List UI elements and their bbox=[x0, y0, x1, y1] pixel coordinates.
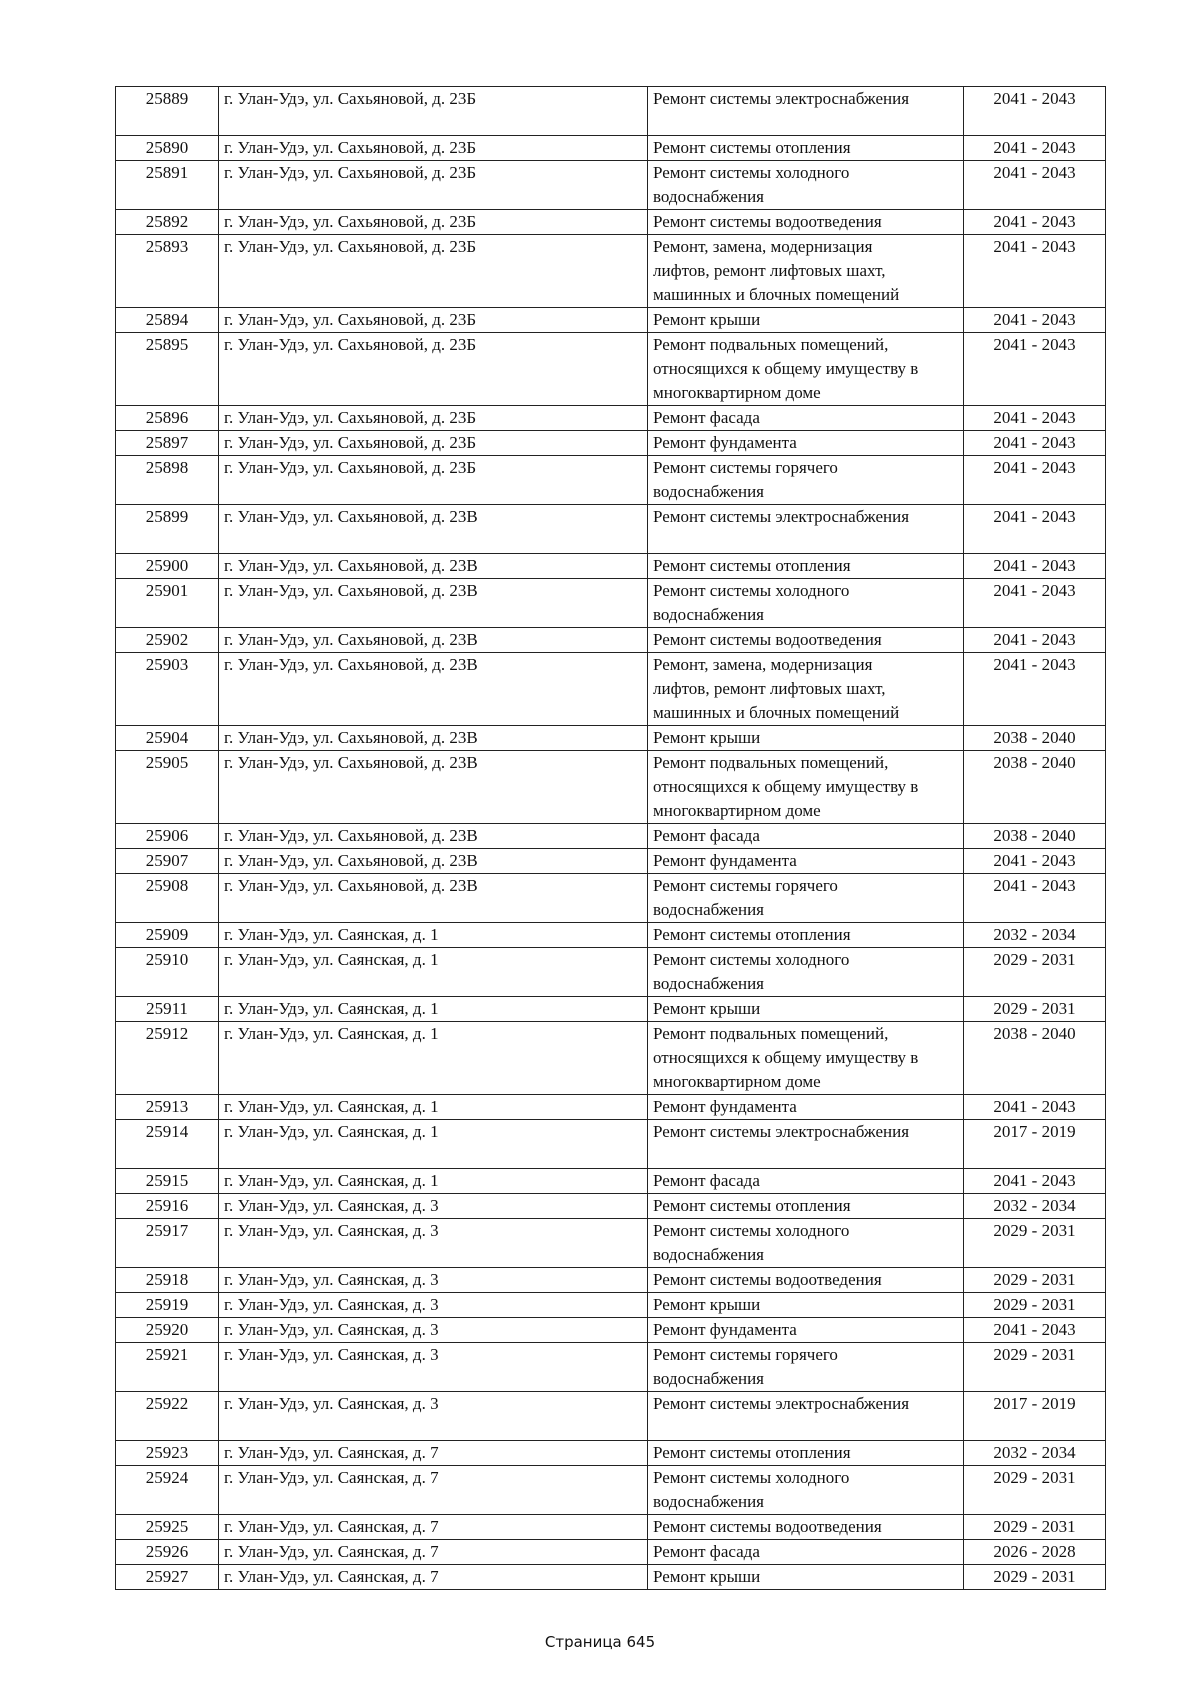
row-work-type bbox=[648, 1219, 964, 1268]
work-line: Ремонт системы отопления bbox=[653, 556, 851, 575]
work-line: многоквартирном доме bbox=[653, 1072, 821, 1091]
work-line: лифтов, ремонт лифтовых шахт, bbox=[653, 679, 886, 698]
row-address: г. Улан-Удэ, ул. Сахьяновой, д. 23В bbox=[219, 628, 648, 653]
row-period: 2026 - 2028 bbox=[964, 1540, 1106, 1565]
work-line bbox=[653, 529, 958, 553]
row-address: г. Улан-Удэ, ул. Саянская, д. 1 bbox=[219, 948, 648, 997]
work-line: машинных и блочных помещений bbox=[653, 703, 900, 722]
row-address: г. Улан-Удэ, ул. Сахьяновой, д. 23В bbox=[219, 874, 648, 923]
row-work-type bbox=[648, 1515, 964, 1540]
work-line bbox=[653, 1144, 958, 1168]
row-id: 25922 bbox=[116, 1392, 219, 1441]
row-period: 2041 - 2043 bbox=[964, 406, 1106, 431]
page-number: Страница 645 bbox=[544, 1633, 656, 1651]
row-period: 2029 - 2031 bbox=[964, 948, 1106, 997]
table-row bbox=[116, 1268, 1106, 1293]
work-line: Ремонт системы холодного bbox=[653, 1468, 850, 1487]
table-row bbox=[116, 333, 1106, 406]
table-body bbox=[116, 87, 1106, 1590]
row-address: г. Улан-Удэ, ул. Саянская, д. 3 bbox=[219, 1268, 648, 1293]
work-line: Ремонт крыши bbox=[653, 728, 761, 747]
work-line: Ремонт системы холодного bbox=[653, 163, 850, 182]
row-work-type bbox=[648, 1540, 964, 1565]
row-period: 2041 - 2043 bbox=[964, 628, 1106, 653]
work-line: Ремонт системы электроснабжения bbox=[653, 1122, 910, 1141]
row-address: г. Улан-Удэ, ул. Саянская, д. 7 bbox=[219, 1466, 648, 1515]
row-period: 2029 - 2031 bbox=[964, 1515, 1106, 1540]
work-line: Ремонт, замена, модернизация bbox=[653, 237, 873, 256]
row-period: 2041 - 2043 bbox=[964, 874, 1106, 923]
row-id: 25904 bbox=[116, 726, 219, 751]
row-address: г. Улан-Удэ, ул. Сахьяновой, д. 23Б bbox=[219, 161, 648, 210]
row-work-type bbox=[648, 210, 964, 235]
row-id: 25890 bbox=[116, 136, 219, 161]
row-work-type bbox=[648, 1120, 964, 1169]
table-row bbox=[116, 923, 1106, 948]
row-address: г. Улан-Удэ, ул. Сахьяновой, д. 23Б bbox=[219, 235, 648, 308]
work-line: водоснабжения bbox=[653, 1492, 764, 1511]
work-line: Ремонт системы водоотведения bbox=[653, 630, 882, 649]
work-line: водоснабжения bbox=[653, 974, 764, 993]
row-address: г. Улан-Удэ, ул. Сахьяновой, д. 23В bbox=[219, 726, 648, 751]
table-row bbox=[116, 726, 1106, 751]
row-address: г. Улан-Удэ, ул. Сахьяновой, д. 23Б bbox=[219, 87, 648, 136]
row-period: 2038 - 2040 bbox=[964, 751, 1106, 824]
work-line: относящихся к общему имуществу в bbox=[653, 777, 919, 796]
row-address: г. Улан-Удэ, ул. Саянская, д. 1 bbox=[219, 1120, 648, 1169]
work-line: относящихся к общему имуществу в bbox=[653, 1048, 919, 1067]
work-line: Ремонт системы электроснабжения bbox=[653, 507, 910, 526]
row-work-type bbox=[648, 628, 964, 653]
work-line: водоснабжения bbox=[653, 187, 764, 206]
row-work-type bbox=[648, 579, 964, 628]
row-period: 2038 - 2040 bbox=[964, 726, 1106, 751]
table-row bbox=[116, 1441, 1106, 1466]
work-line bbox=[653, 1416, 958, 1440]
row-address: г. Улан-Удэ, ул. Сахьяновой, д. 23В bbox=[219, 751, 648, 824]
row-id: 25907 bbox=[116, 849, 219, 874]
row-id: 25895 bbox=[116, 333, 219, 406]
row-id: 25917 bbox=[116, 1219, 219, 1268]
row-work-type bbox=[648, 653, 964, 726]
row-id: 25903 bbox=[116, 653, 219, 726]
row-period: 2038 - 2040 bbox=[964, 824, 1106, 849]
row-id: 25889 bbox=[116, 87, 219, 136]
table-row bbox=[116, 579, 1106, 628]
row-work-type bbox=[648, 456, 964, 505]
row-id: 25899 bbox=[116, 505, 219, 554]
work-line bbox=[653, 111, 958, 135]
row-address: г. Улан-Удэ, ул. Саянская, д. 3 bbox=[219, 1343, 648, 1392]
table-row bbox=[116, 308, 1106, 333]
row-address: г. Улан-Удэ, ул. Саянская, д. 7 bbox=[219, 1441, 648, 1466]
row-id: 25912 bbox=[116, 1022, 219, 1095]
table-row bbox=[116, 406, 1106, 431]
row-period: 2017 - 2019 bbox=[964, 1120, 1106, 1169]
table-row bbox=[116, 235, 1106, 308]
row-id: 25902 bbox=[116, 628, 219, 653]
row-id: 25909 bbox=[116, 923, 219, 948]
table-row bbox=[116, 1540, 1106, 1565]
row-work-type bbox=[648, 1466, 964, 1515]
work-line: водоснабжения bbox=[653, 1369, 764, 1388]
row-address: г. Улан-Удэ, ул. Саянская, д. 7 bbox=[219, 1540, 648, 1565]
work-line: Ремонт системы электроснабжения bbox=[653, 89, 910, 108]
row-address: г. Улан-Удэ, ул. Сахьяновой, д. 23Б bbox=[219, 333, 648, 406]
table-row bbox=[116, 653, 1106, 726]
row-work-type bbox=[648, 948, 964, 997]
row-period: 2041 - 2043 bbox=[964, 161, 1106, 210]
row-address: г. Улан-Удэ, ул. Саянская, д. 3 bbox=[219, 1293, 648, 1318]
table-row bbox=[116, 1022, 1106, 1095]
row-work-type bbox=[648, 431, 964, 456]
row-work-type bbox=[648, 333, 964, 406]
row-id: 25916 bbox=[116, 1194, 219, 1219]
work-line: водоснабжения bbox=[653, 900, 764, 919]
row-address: г. Улан-Удэ, ул. Сахьяновой, д. 23В bbox=[219, 653, 648, 726]
row-period: 2041 - 2043 bbox=[964, 333, 1106, 406]
work-line: Ремонт системы водоотведения bbox=[653, 212, 882, 231]
table-row bbox=[116, 161, 1106, 210]
row-period: 2041 - 2043 bbox=[964, 1169, 1106, 1194]
work-line: Ремонт фасада bbox=[653, 1542, 760, 1561]
row-period: 2041 - 2043 bbox=[964, 431, 1106, 456]
table-row bbox=[116, 1095, 1106, 1120]
repair-schedule-table bbox=[115, 86, 1106, 1590]
table-row bbox=[116, 1515, 1106, 1540]
row-period: 2041 - 2043 bbox=[964, 136, 1106, 161]
row-work-type bbox=[648, 824, 964, 849]
row-id: 25894 bbox=[116, 308, 219, 333]
work-line: Ремонт системы отопления bbox=[653, 138, 851, 157]
row-address: г. Улан-Удэ, ул. Саянская, д. 1 bbox=[219, 1169, 648, 1194]
row-work-type bbox=[648, 751, 964, 824]
work-line: лифтов, ремонт лифтовых шахт, bbox=[653, 261, 886, 280]
row-work-type bbox=[648, 554, 964, 579]
row-period: 2041 - 2043 bbox=[964, 849, 1106, 874]
table-row bbox=[116, 136, 1106, 161]
row-work-type bbox=[648, 849, 964, 874]
work-line: водоснабжения bbox=[653, 482, 764, 501]
table-row bbox=[116, 849, 1106, 874]
row-id: 25923 bbox=[116, 1441, 219, 1466]
table-row bbox=[116, 554, 1106, 579]
table-row bbox=[116, 751, 1106, 824]
row-period: 2029 - 2031 bbox=[964, 1293, 1106, 1318]
work-line: многоквартирном доме bbox=[653, 801, 821, 820]
row-period: 2041 - 2043 bbox=[964, 505, 1106, 554]
work-line: Ремонт системы холодного bbox=[653, 950, 850, 969]
work-line: Ремонт фасада bbox=[653, 408, 760, 427]
row-work-type bbox=[648, 1318, 964, 1343]
row-period: 2029 - 2031 bbox=[964, 1268, 1106, 1293]
row-address: г. Улан-Удэ, ул. Сахьяновой, д. 23Б bbox=[219, 406, 648, 431]
row-address: г. Улан-Удэ, ул. Саянская, д. 7 bbox=[219, 1515, 648, 1540]
row-work-type bbox=[648, 308, 964, 333]
work-line: Ремонт фасада bbox=[653, 826, 760, 845]
row-period: 2029 - 2031 bbox=[964, 1343, 1106, 1392]
row-id: 25892 bbox=[116, 210, 219, 235]
row-id: 25901 bbox=[116, 579, 219, 628]
row-work-type bbox=[648, 1293, 964, 1318]
row-address: г. Улан-Удэ, ул. Саянская, д. 3 bbox=[219, 1194, 648, 1219]
row-work-type bbox=[648, 406, 964, 431]
table-row bbox=[116, 997, 1106, 1022]
row-address: г. Улан-Удэ, ул. Сахьяновой, д. 23Б bbox=[219, 308, 648, 333]
row-address: г. Улан-Удэ, ул. Сахьяновой, д. 23Б bbox=[219, 136, 648, 161]
work-line: водоснабжения bbox=[653, 1245, 764, 1264]
work-line: Ремонт подвальных помещений, bbox=[653, 753, 889, 772]
table-row bbox=[116, 431, 1106, 456]
work-line: Ремонт системы отопления bbox=[653, 1443, 851, 1462]
table-row bbox=[116, 1466, 1106, 1515]
table-row bbox=[116, 1120, 1106, 1169]
table-row bbox=[116, 210, 1106, 235]
row-work-type bbox=[648, 87, 964, 136]
row-address: г. Улан-Удэ, ул. Саянская, д. 7 bbox=[219, 1565, 648, 1590]
row-period: 2017 - 2019 bbox=[964, 1392, 1106, 1441]
row-period: 2038 - 2040 bbox=[964, 1022, 1106, 1095]
row-address: г. Улан-Удэ, ул. Саянская, д. 3 bbox=[219, 1318, 648, 1343]
row-address: г. Улан-Удэ, ул. Сахьяновой, д. 23В bbox=[219, 554, 648, 579]
row-address: г. Улан-Удэ, ул. Сахьяновой, д. 23В bbox=[219, 579, 648, 628]
table-row bbox=[116, 1293, 1106, 1318]
row-id: 25906 bbox=[116, 824, 219, 849]
row-period: 2041 - 2043 bbox=[964, 1095, 1106, 1120]
row-id: 25920 bbox=[116, 1318, 219, 1343]
row-period: 2041 - 2043 bbox=[964, 1318, 1106, 1343]
row-id: 25913 bbox=[116, 1095, 219, 1120]
row-address: г. Улан-Удэ, ул. Сахьяновой, д. 23Б bbox=[219, 431, 648, 456]
row-id: 25898 bbox=[116, 456, 219, 505]
work-line: Ремонт системы отопления bbox=[653, 1196, 851, 1215]
row-work-type bbox=[648, 1441, 964, 1466]
work-line: Ремонт фундамента bbox=[653, 851, 797, 870]
work-line: Ремонт фасада bbox=[653, 1171, 760, 1190]
row-id: 25924 bbox=[116, 1466, 219, 1515]
row-address: г. Улан-Удэ, ул. Саянская, д. 3 bbox=[219, 1392, 648, 1441]
row-id: 25925 bbox=[116, 1515, 219, 1540]
work-line: Ремонт подвальных помещений, bbox=[653, 1024, 889, 1043]
row-work-type bbox=[648, 235, 964, 308]
table-row bbox=[116, 1343, 1106, 1392]
table-row bbox=[116, 87, 1106, 136]
row-work-type bbox=[648, 997, 964, 1022]
table-row bbox=[116, 1194, 1106, 1219]
row-work-type bbox=[648, 136, 964, 161]
row-id: 25919 bbox=[116, 1293, 219, 1318]
row-period: 2029 - 2031 bbox=[964, 1466, 1106, 1515]
row-id: 25914 bbox=[116, 1120, 219, 1169]
row-address: г. Улан-Удэ, ул. Саянская, д. 1 bbox=[219, 1022, 648, 1095]
table-row bbox=[116, 456, 1106, 505]
row-id: 25911 bbox=[116, 997, 219, 1022]
row-period: 2029 - 2031 bbox=[964, 1565, 1106, 1590]
row-period: 2032 - 2034 bbox=[964, 1441, 1106, 1466]
row-address: г. Улан-Удэ, ул. Сахьяновой, д. 23Б bbox=[219, 210, 648, 235]
row-period: 2032 - 2034 bbox=[964, 1194, 1106, 1219]
table-row bbox=[116, 874, 1106, 923]
row-id: 25897 bbox=[116, 431, 219, 456]
work-line: Ремонт фундамента bbox=[653, 433, 797, 452]
work-line: Ремонт системы холодного bbox=[653, 1221, 850, 1240]
work-line: водоснабжения bbox=[653, 605, 764, 624]
work-line: Ремонт системы электроснабжения bbox=[653, 1394, 910, 1413]
work-line: Ремонт фундамента bbox=[653, 1097, 797, 1116]
row-work-type bbox=[648, 1169, 964, 1194]
row-address: г. Улан-Удэ, ул. Саянская, д. 3 bbox=[219, 1219, 648, 1268]
work-line: Ремонт системы горячего bbox=[653, 1345, 838, 1364]
work-line: Ремонт крыши bbox=[653, 999, 761, 1018]
row-id: 25908 bbox=[116, 874, 219, 923]
work-line: Ремонт фундамента bbox=[653, 1320, 797, 1339]
row-work-type bbox=[648, 923, 964, 948]
table-row bbox=[116, 1392, 1106, 1441]
row-id: 25927 bbox=[116, 1565, 219, 1590]
row-address: г. Улан-Удэ, ул. Сахьяновой, д. 23В bbox=[219, 505, 648, 554]
row-period: 2041 - 2043 bbox=[964, 308, 1106, 333]
row-address: г. Улан-Удэ, ул. Саянская, д. 1 bbox=[219, 1095, 648, 1120]
row-work-type bbox=[648, 505, 964, 554]
table-row bbox=[116, 505, 1106, 554]
row-period: 2041 - 2043 bbox=[964, 210, 1106, 235]
row-id: 25921 bbox=[116, 1343, 219, 1392]
row-period: 2041 - 2043 bbox=[964, 579, 1106, 628]
row-period: 2041 - 2043 bbox=[964, 87, 1106, 136]
table-row bbox=[116, 1169, 1106, 1194]
row-work-type bbox=[648, 1565, 964, 1590]
row-id: 25896 bbox=[116, 406, 219, 431]
row-work-type bbox=[648, 161, 964, 210]
row-address: г. Улан-Удэ, ул. Саянская, д. 1 bbox=[219, 923, 648, 948]
row-address: г. Улан-Удэ, ул. Сахьяновой, д. 23Б bbox=[219, 456, 648, 505]
work-line: многоквартирном доме bbox=[653, 383, 821, 402]
row-id: 25926 bbox=[116, 1540, 219, 1565]
work-line: Ремонт системы горячего bbox=[653, 458, 838, 477]
work-line: Ремонт крыши bbox=[653, 1295, 761, 1314]
row-period: 2041 - 2043 bbox=[964, 235, 1106, 308]
row-work-type bbox=[648, 1343, 964, 1392]
work-line: Ремонт системы водоотведения bbox=[653, 1517, 882, 1536]
work-line: Ремонт подвальных помещений, bbox=[653, 335, 889, 354]
row-work-type bbox=[648, 1392, 964, 1441]
row-id: 25910 bbox=[116, 948, 219, 997]
row-id: 25915 bbox=[116, 1169, 219, 1194]
row-id: 25900 bbox=[116, 554, 219, 579]
row-id: 25893 bbox=[116, 235, 219, 308]
work-line: Ремонт крыши bbox=[653, 310, 761, 329]
row-work-type bbox=[648, 726, 964, 751]
row-work-type bbox=[648, 874, 964, 923]
row-period: 2032 - 2034 bbox=[964, 923, 1106, 948]
row-work-type bbox=[648, 1095, 964, 1120]
row-work-type bbox=[648, 1022, 964, 1095]
table-row bbox=[116, 1318, 1106, 1343]
work-line: Ремонт системы горячего bbox=[653, 876, 838, 895]
row-address: г. Улан-Удэ, ул. Сахьяновой, д. 23В bbox=[219, 849, 648, 874]
row-work-type bbox=[648, 1194, 964, 1219]
work-line: Ремонт, замена, модернизация bbox=[653, 655, 873, 674]
work-line: относящихся к общему имуществу в bbox=[653, 359, 919, 378]
row-address: г. Улан-Удэ, ул. Саянская, д. 1 bbox=[219, 997, 648, 1022]
work-line: Ремонт системы отопления bbox=[653, 925, 851, 944]
table-row bbox=[116, 1565, 1106, 1590]
row-period: 2041 - 2043 bbox=[964, 653, 1106, 726]
table-row bbox=[116, 824, 1106, 849]
row-id: 25905 bbox=[116, 751, 219, 824]
row-id: 25918 bbox=[116, 1268, 219, 1293]
row-work-type bbox=[648, 1268, 964, 1293]
row-address: г. Улан-Удэ, ул. Сахьяновой, д. 23В bbox=[219, 824, 648, 849]
work-line: Ремонт системы водоотведения bbox=[653, 1270, 882, 1289]
row-id: 25891 bbox=[116, 161, 219, 210]
row-period: 2041 - 2043 bbox=[964, 456, 1106, 505]
table-row bbox=[116, 948, 1106, 997]
row-period: 2041 - 2043 bbox=[964, 554, 1106, 579]
work-line: Ремонт системы холодного bbox=[653, 581, 850, 600]
row-period: 2029 - 2031 bbox=[964, 1219, 1106, 1268]
table-row bbox=[116, 628, 1106, 653]
work-line: машинных и блочных помещений bbox=[653, 285, 900, 304]
work-line: Ремонт крыши bbox=[653, 1567, 761, 1586]
row-period: 2029 - 2031 bbox=[964, 997, 1106, 1022]
table-row bbox=[116, 1219, 1106, 1268]
